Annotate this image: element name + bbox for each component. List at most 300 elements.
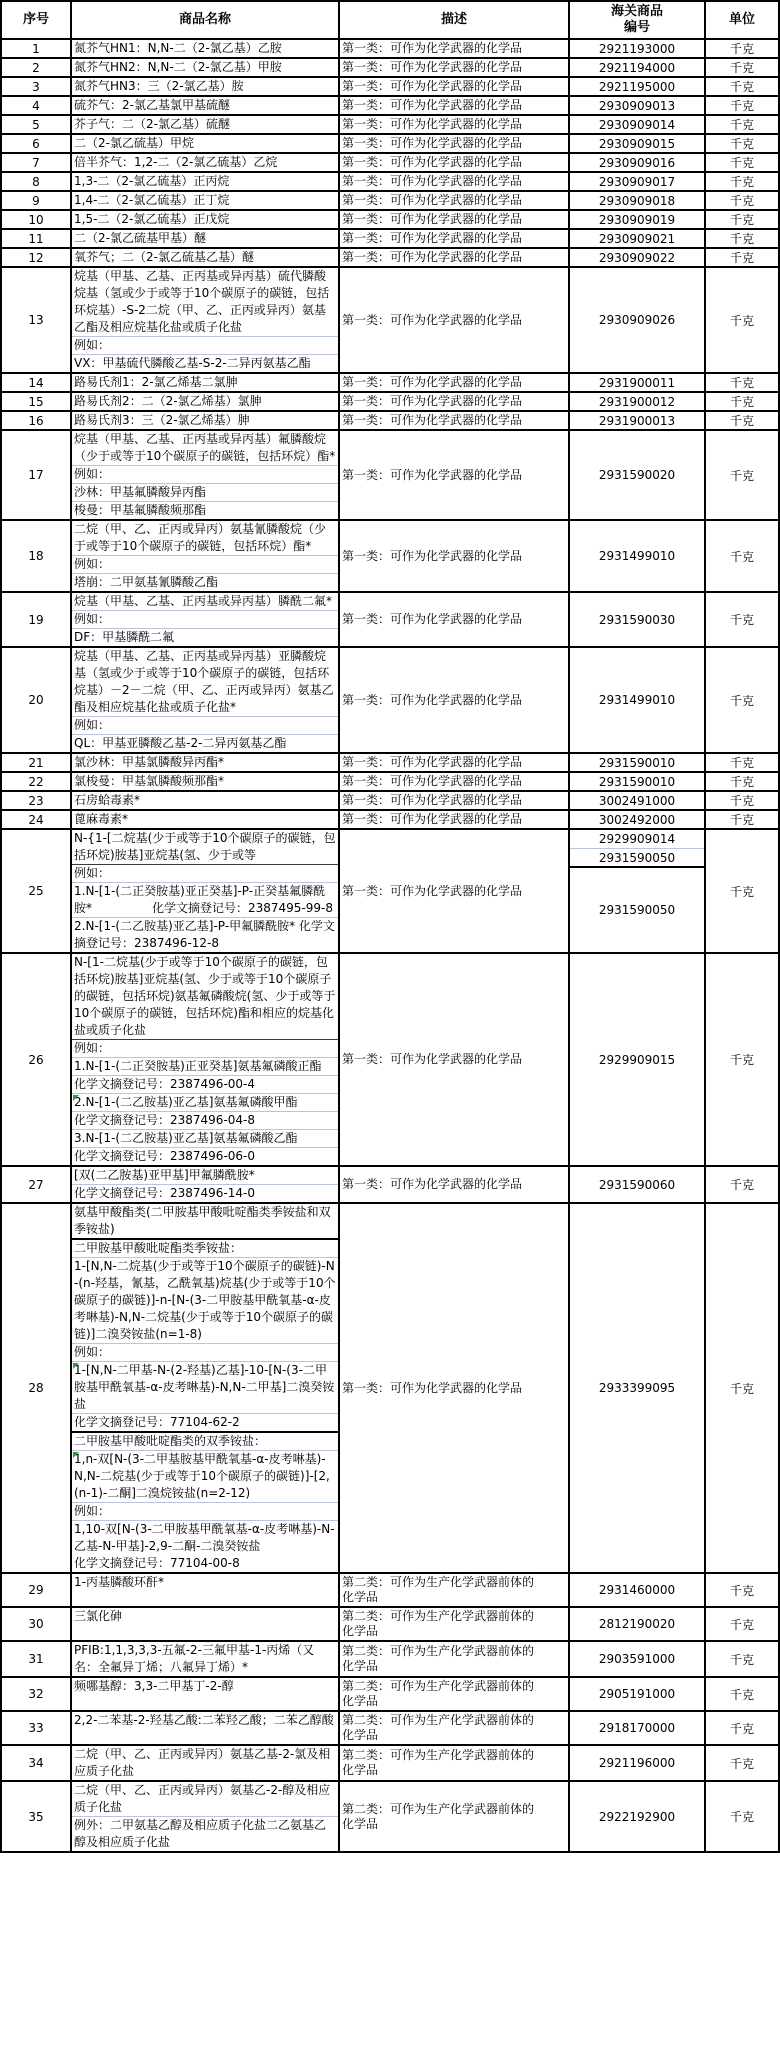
hs-code-cell: 2930909014 — [570, 116, 706, 133]
table-row — [2, 412, 778, 431]
header-product-name — [72, 2, 340, 38]
table-row — [2, 593, 778, 648]
description-text: 第二类：可作为生产化学武器前体的化学品 — [342, 1713, 535, 1742]
name-paragraph: 例如： — [72, 556, 338, 574]
name-paragraph: 2,2-二苯基-2-羟基乙酸:二苯羟乙酸；二苯乙醇酸 — [74, 1713, 334, 1727]
name-paragraph: 2.N-[1-(二乙胺基)亚乙基]-P-甲氟膦酰胺* 化学文摘登记号：2387496-12-8 — [74, 919, 335, 950]
name-paragraph: 二烷（甲、乙、正丙或异丙）氨基氰膦酸烷（少于或等于10个碳原子的碳链，包括环烷）酯* — [72, 521, 338, 556]
name-paragraph: 化学文摘登记号：2387496-00-4 — [72, 1076, 338, 1094]
hs-code-cell: 2922192900 — [570, 1782, 706, 1851]
header-description — [340, 2, 570, 38]
row-number-cell: 17 — [2, 431, 72, 519]
row-number-cell: 8 — [2, 173, 72, 190]
name-paragraph: 1,4-二（2-氯乙硫基）正丁烷 — [74, 193, 230, 207]
name-paragraph: 频哪基醇：3,3-二甲基丁-2-醇 — [74, 1679, 234, 1693]
product-name-cell — [72, 230, 340, 247]
name-paragraph: 例如： — [72, 1344, 338, 1362]
description-text: 第一类：可作为化学武器的化学品 — [342, 98, 523, 112]
unit-cell: 千克 — [729, 80, 754, 94]
product-name-cell — [72, 154, 340, 171]
name-paragraph: 路易氏剂2：二（2-氯乙烯基）氯胂 — [74, 394, 262, 408]
table-row — [2, 211, 778, 230]
unit-cell: 千克 — [729, 414, 754, 428]
description-cell — [340, 116, 570, 133]
table-row — [2, 1782, 778, 1851]
name-paragraph: 塔崩：二甲氨基氰膦酸乙酯 — [74, 575, 219, 589]
row-number-cell: 6 — [2, 135, 72, 152]
description-text: 第二类：可作为生产化学武器前体的化学品 — [342, 1575, 535, 1604]
hs-code-cell: 2931590020 — [570, 431, 706, 519]
header-hs-code-label: 海关商品编号 — [610, 4, 663, 35]
row-number-cell: 11 — [2, 230, 72, 247]
product-name-cell — [72, 59, 340, 76]
hs-code-cell: 2930909018 — [570, 192, 706, 209]
hs-code-cell: 2930909019 — [570, 211, 706, 228]
table-row — [2, 830, 778, 954]
hs-code-cell: 2930909021 — [570, 230, 706, 247]
hs-code-cell: 2921193000 — [570, 40, 706, 57]
description-text: 第二类：可作为生产化学武器前体的化学品 — [342, 1644, 535, 1673]
hs-code-cell: 2921195000 — [570, 78, 706, 95]
hs-code-cell: 2931900012 — [570, 393, 706, 410]
unit-cell: 千克 — [729, 99, 754, 113]
table-row — [2, 1642, 778, 1678]
table-row — [2, 97, 778, 116]
header-seq — [2, 2, 72, 38]
hs-code-cell: 2903591000 — [570, 1642, 706, 1676]
description-cell — [340, 1204, 570, 1572]
description-text: 第二类：可作为生产化学武器前体的化学品 — [342, 1801, 535, 1831]
name-paragraph: 路易氏剂3：三（2-氯乙烯基）胂 — [74, 413, 250, 427]
table-row — [2, 173, 778, 192]
description-cell — [340, 230, 570, 247]
name-paragraph: 二烷（甲、乙、正丙或异丙）氨基乙基-2-氯及相应质子化盐 — [74, 1747, 331, 1778]
description-cell — [340, 374, 570, 391]
product-name-cell — [72, 1782, 340, 1851]
name-paragraph: 二烷（甲、乙、正丙或异丙）氨基乙-2-醇及相应质子化盐 — [72, 1782, 338, 1817]
name-paragraph: 蓖麻毒素* — [74, 812, 129, 826]
table-row — [2, 374, 778, 393]
description-text: 第一类：可作为化学武器的化学品 — [342, 812, 523, 826]
name-paragraph: 二（2-氯乙硫基）甲烷 — [74, 136, 194, 150]
row-number-cell: 3 — [2, 78, 72, 95]
name-paragraph: 例如： — [72, 717, 338, 735]
product-name-cell — [72, 374, 340, 391]
table-row — [2, 1574, 778, 1608]
product-name-cell — [72, 1746, 340, 1780]
hs-code-cell: 2921194000 — [570, 59, 706, 76]
name-paragraph: 1-丙基膦酸环酐* — [74, 1575, 164, 1589]
hs-code-cell: 2812190020 — [570, 1608, 706, 1640]
green-corner-indicator — [73, 1452, 79, 1458]
hs-code-subcell: 2931590050 — [570, 849, 704, 868]
product-name-cell — [72, 648, 340, 752]
table-header-row — [2, 2, 778, 40]
table-body — [2, 40, 778, 1851]
table-row — [2, 192, 778, 211]
name-paragraph: 氯沙林：甲基氯膦酸异丙酯* — [74, 755, 225, 769]
name-paragraph: 1,3-二（2-氯乙硫基）正丙烷 — [74, 174, 230, 188]
name-paragraph: 2.N-[1-(二乙胺基)亚乙基]氨基氟磷酸甲酯 — [72, 1094, 338, 1112]
table-row — [2, 230, 778, 249]
description-text: 第一类：可作为化学武器的化学品 — [342, 60, 523, 74]
row-number-cell: 31 — [2, 1642, 72, 1676]
table-row — [2, 811, 778, 830]
name-paragraph: 例如： — [72, 466, 338, 484]
table-row — [2, 1608, 778, 1642]
description-cell — [340, 1642, 570, 1676]
unit-cell: 千克 — [729, 61, 754, 75]
table-row — [2, 1678, 778, 1712]
product-name-cell — [72, 1642, 340, 1676]
hs-code-cell: 2929909015 — [570, 954, 706, 1165]
description-cell — [340, 393, 570, 410]
unit-cell: 千克 — [729, 232, 754, 246]
unit-cell: 千克 — [729, 1617, 754, 1632]
table-row — [2, 78, 778, 97]
header-unit — [706, 2, 778, 38]
name-paragraph: 氮芥气HN1：N,N-二（2-氯乙基）乙胺 — [74, 41, 282, 55]
hs-code-cell: 2931590010 — [570, 754, 706, 771]
name-paragraph: 例如： — [72, 1503, 338, 1521]
row-number-cell: 35 — [2, 1782, 72, 1851]
description-text: 第一类：可作为化学武器的化学品 — [342, 793, 523, 807]
description-cell — [340, 59, 570, 76]
unit-cell: 千克 — [729, 194, 754, 208]
name-paragraph: 倍半芥气：1,2-二（2-氯乙硫基）乙烷 — [74, 155, 278, 169]
product-name-cell — [72, 431, 340, 519]
product-name-cell — [72, 1574, 340, 1606]
row-number-cell: 14 — [2, 374, 72, 391]
hs-code-cell — [570, 830, 706, 952]
product-name-cell — [72, 1204, 345, 1572]
row-number-cell: 10 — [2, 211, 72, 228]
description-text: 第一类：可作为化学武器的化学品 — [342, 612, 523, 626]
description-cell — [340, 954, 570, 1165]
row-number-cell: 23 — [2, 792, 72, 809]
table-row — [2, 773, 778, 792]
description-cell — [340, 1574, 570, 1606]
description-text: 第一类：可作为化学武器的化学品 — [342, 231, 523, 245]
product-name-cell — [72, 40, 340, 57]
row-number-cell: 16 — [2, 412, 72, 429]
hs-code-cell: 2918170000 — [570, 1712, 706, 1744]
name-paragraph: 化学文摘登记号：2387496-14-0 — [74, 1186, 256, 1200]
name-paragraph: 烷基（甲基、乙基、正丙基或异丙基）氟膦酸烷（少于或等于10个碳原子的碳链，包括环烷）酯* — [72, 431, 338, 466]
hs-code-subcell: 2929909014 — [570, 830, 704, 849]
product-name-cell — [72, 116, 340, 133]
product-name-cell — [72, 830, 340, 952]
product-name-cell — [72, 521, 340, 591]
unit-cell: 千克 — [729, 1381, 754, 1396]
row-number-cell: 15 — [2, 393, 72, 410]
row-number-cell: 4 — [2, 97, 72, 114]
row-number-cell: 18 — [2, 521, 72, 591]
description-cell — [340, 1678, 570, 1710]
hs-code-cell: 2931499010 — [570, 648, 706, 752]
unit-cell: 千克 — [729, 376, 754, 390]
description-cell — [340, 412, 570, 429]
header-unit-label: 单位 — [728, 12, 755, 27]
name-paragraph: 氯梭曼：甲基氯膦酸频那酯* — [74, 774, 225, 788]
description-text: 第一类：可作为化学武器的化学品 — [342, 155, 523, 169]
name-paragraph: N-{1-[二烷基(少于或等于10个碳原子的碳链，包括环烷)胺基]亚烷基(氢、少于或等 — [72, 830, 338, 865]
table-row — [2, 135, 778, 154]
row-number-cell: 34 — [2, 1746, 72, 1780]
name-paragraph: 例外：二甲氨基乙醇及相应质子化盐二乙氨基乙醇及相应质子化盐 — [74, 1818, 327, 1849]
description-text: 第一类：可作为化学武器的化学品 — [342, 1380, 523, 1395]
row-number-cell: 9 — [2, 192, 72, 209]
row-number-cell: 33 — [2, 1712, 72, 1744]
description-cell — [340, 521, 570, 591]
header-seq-label: 序号 — [22, 12, 49, 27]
hs-code-cell: 2931900011 — [570, 374, 706, 391]
unit-cell: 千克 — [729, 775, 754, 789]
product-name-cell — [72, 792, 340, 809]
name-paragraph: 梭曼：甲基氟膦酸频那酯 — [74, 503, 207, 517]
name-paragraph: 化学文摘登记号：2387496-04-8 — [72, 1112, 338, 1130]
description-text: 第一类：可作为化学武器的化学品 — [342, 174, 523, 188]
name-paragraph: 例如： — [72, 865, 338, 883]
name-paragraph: PFIB:1,1,3,3,3-五氟-2-三氟甲基-1-丙烯（又名：全氟异丁烯；八氟异丁烯）* — [74, 1643, 315, 1674]
unit-cell: 千克 — [729, 137, 754, 151]
row-number-cell: 22 — [2, 773, 72, 790]
description-text: 第一类：可作为化学武器的化学品 — [342, 774, 523, 788]
hs-code-cell: 2930909015 — [570, 135, 706, 152]
description-cell — [340, 154, 570, 171]
description-text: 第一类：可作为化学武器的化学品 — [342, 1052, 523, 1066]
name-paragraph: 石房蛤毒素* — [74, 793, 141, 807]
name-paragraph: 化学文摘登记号：2387496-06-0 — [74, 1149, 256, 1163]
row-number-cell: 1 — [2, 40, 72, 57]
row-number-cell: 19 — [2, 593, 72, 646]
name-paragraph: 三氯化砷 — [74, 1609, 123, 1623]
name-paragraph: 二甲胺基甲酸吡啶酯类季铵盐： — [72, 1240, 338, 1258]
product-name-cell — [72, 393, 340, 410]
row-number-cell: 21 — [2, 754, 72, 771]
hs-code-cell: 2930909016 — [570, 154, 706, 171]
name-paragraph: 氨基甲酸酯类(二甲胺基甲酸吡啶酯类季铵盐和双季铵盐) — [72, 1204, 338, 1240]
description-text: 第一类：可作为化学武器的化学品 — [342, 692, 523, 707]
name-paragraph: 1,5-二（2-氯乙硫基）正戊烷 — [74, 212, 230, 226]
hs-code-cell: 2921196000 — [570, 1746, 706, 1780]
name-paragraph: N-[1-二烷基(少于或等于10个碳原子的碳链，包括环烷)胺基]亚烷基(氢、少于或等于10个碳原子的碳链，包括环烷)氨基氟磷酸烷(氢、少于或等于10个碳原子的碳链，包括环烷)酯和相应的烷基化盐或质子化盐 — [72, 954, 338, 1040]
unit-cell: 千克 — [729, 1178, 754, 1192]
table-row — [2, 1746, 778, 1782]
table-row — [2, 431, 778, 521]
description-text: 第一类：可作为化学武器的化学品 — [342, 312, 523, 327]
description-cell — [340, 1608, 570, 1640]
hs-code-cell: 2931900013 — [570, 412, 706, 429]
name-paragraph: 路易氏剂1：2-氯乙烯基二氯胂 — [74, 375, 238, 389]
unit-cell: 千克 — [729, 1053, 754, 1067]
description-text: 第一类：可作为化学武器的化学品 — [342, 394, 523, 408]
unit-cell: 千克 — [729, 42, 754, 56]
name-paragraph: QL：甲基亚膦酸乙基-2-二异丙氨基乙酯 — [74, 736, 287, 750]
header-description-label: 描述 — [440, 12, 467, 27]
product-name-cell — [72, 754, 340, 771]
hs-code-cell: 3002492000 — [570, 811, 706, 828]
name-paragraph: 硫芥气：2-氯乙基氯甲基硫醚 — [74, 98, 230, 112]
description-cell — [340, 268, 570, 372]
name-paragraph: 二（2-氯乙硫基甲基）醚 — [74, 231, 206, 245]
hs-code-cell: 2930909022 — [570, 249, 706, 266]
description-cell — [340, 1782, 570, 1851]
table-row — [2, 648, 778, 754]
hs-code-cell: 2931590010 — [570, 773, 706, 790]
description-cell — [340, 648, 570, 752]
row-number-cell: 12 — [2, 249, 72, 266]
product-name-cell — [72, 249, 340, 266]
description-cell — [340, 431, 570, 519]
unit-cell: 千克 — [729, 1756, 754, 1771]
table-row — [2, 154, 778, 173]
name-paragraph: DF：甲基膦酰二氟 — [74, 630, 175, 644]
product-name-cell — [72, 173, 340, 190]
description-text: 第一类：可作为化学武器的化学品 — [342, 212, 523, 226]
name-paragraph: 例如： — [72, 1040, 338, 1058]
table-row — [2, 59, 778, 78]
hs-code-cell: 2931460000 — [570, 1574, 706, 1606]
description-text: 第一类：可作为化学武器的化学品 — [342, 755, 523, 769]
hs-code-cell: 2930909017 — [570, 173, 706, 190]
unit-cell: 千克 — [729, 884, 754, 899]
row-number-cell: 27 — [2, 1167, 72, 1202]
product-name-cell — [72, 97, 340, 114]
description-cell — [340, 192, 570, 209]
description-text: 第一类：可作为化学武器的化学品 — [342, 467, 523, 482]
description-text: 第二类：可作为生产化学武器前体的化学品 — [342, 1609, 535, 1638]
name-paragraph: 二甲胺基甲酸吡啶酯类的双季铵盐： — [72, 1433, 338, 1451]
hs-code-cell: 3002491000 — [570, 792, 706, 809]
name-paragraph: 1,n-双[N-(3-二甲基胺基甲酰氧基-α-皮考啉基)-N,N-二烷基(少于或等于10个碳原子的碳链)]-[2,(n-1)-二酮]二溴烷铵盐(n=2-12) — [72, 1451, 338, 1503]
description-cell — [340, 97, 570, 114]
name-paragraph: 氮芥气HN3：三（2-氯乙基）胺 — [74, 79, 244, 93]
description-text: 第一类：可作为化学武器的化学品 — [342, 375, 523, 389]
description-text: 第一类：可作为化学武器的化学品 — [342, 79, 523, 93]
hs-code-cell: 2933399095 — [570, 1204, 706, 1572]
name-paragraph: 烷基（甲基、乙基、正丙基或异丙基）膦酰二氟* — [72, 593, 338, 611]
description-text: 第一类：可作为化学武器的化学品 — [342, 117, 523, 131]
description-text: 第一类：可作为化学武器的化学品 — [342, 548, 523, 563]
unit-cell: 千克 — [729, 395, 754, 409]
name-paragraph: 1,10-双[N-(3-二甲胺基甲酰氧基-α-皮考啉基)-N-乙基-N-甲基]-2,9-二酮-二溴癸铵盐 化学文摘登记号：77104-00-8 — [74, 1522, 345, 1570]
table-row — [2, 40, 778, 59]
description-cell — [340, 211, 570, 228]
description-cell — [340, 754, 570, 771]
product-name-cell — [72, 135, 340, 152]
table-row — [2, 249, 778, 268]
product-name-cell — [72, 412, 340, 429]
description-cell — [340, 1712, 570, 1744]
row-number-cell: 29 — [2, 1574, 72, 1606]
unit-cell: 千克 — [729, 756, 754, 770]
product-name-cell — [72, 78, 340, 95]
product-name-cell — [72, 1712, 340, 1744]
product-name-cell — [72, 192, 340, 209]
table-row — [2, 1167, 778, 1204]
hs-code-cell: 2930909026 — [570, 268, 706, 372]
table-row — [2, 954, 778, 1167]
row-number-cell: 28 — [2, 1204, 72, 1572]
table-row — [2, 521, 778, 593]
unit-cell: 千克 — [729, 175, 754, 189]
name-paragraph: 化学文摘登记号：77104-62-2 — [72, 1414, 338, 1433]
name-paragraph: 1.N-[1-(二正癸胺基)正亚癸基]氨基氟磷酸正酯 — [72, 1058, 338, 1076]
table-row — [2, 1712, 778, 1746]
row-number-cell: 5 — [2, 116, 72, 133]
description-cell — [340, 792, 570, 809]
name-paragraph: VX：甲基硫代膦酸乙基-S-2-二异丙氨基乙酯 — [74, 356, 311, 370]
product-name-cell — [72, 1608, 340, 1640]
product-name-cell — [72, 593, 340, 646]
unit-cell: 千克 — [729, 468, 754, 483]
unit-cell: 千克 — [729, 1583, 754, 1598]
hs-code-subcell: 2931590050 — [598, 903, 676, 917]
name-paragraph: [双(二乙胺基)亚甲基]甲氟膦酰胺* — [72, 1167, 338, 1185]
green-corner-indicator — [73, 1095, 79, 1101]
unit-cell: 千克 — [729, 251, 754, 265]
description-cell — [340, 773, 570, 790]
description-cell — [340, 811, 570, 828]
description-cell — [340, 830, 570, 952]
green-corner-indicator — [73, 1363, 79, 1369]
name-paragraph: 烷基（甲基、乙基、正丙基或异丙基）亚膦酸烷基（氢或少于或等于10个碳原子的碳链，包括环烷基）－2－二烷（甲、乙、正丙或异丙）氨基乙酯及相应烷基化盐或质子化盐* — [72, 648, 338, 717]
product-name-cell — [72, 268, 340, 372]
row-number-cell: 30 — [2, 1608, 72, 1640]
table-row — [2, 754, 778, 773]
unit-cell: 千克 — [729, 1687, 754, 1702]
unit-cell: 千克 — [729, 794, 754, 808]
product-name-cell — [72, 811, 340, 828]
description-text: 第一类：可作为化学武器的化学品 — [342, 250, 523, 264]
name-paragraph: 3.N-[1-(二乙胺基)亚乙基]氨基氟磷酸乙酯 — [72, 1130, 338, 1148]
unit-cell: 千克 — [729, 613, 754, 627]
unit-cell: 千克 — [729, 1652, 754, 1667]
unit-cell: 千克 — [729, 313, 754, 328]
description-text: 第一类：可作为化学武器的化学品 — [342, 413, 523, 427]
description-text: 第一类：可作为化学武器的化学品 — [342, 1177, 523, 1191]
row-number-cell: 13 — [2, 268, 72, 372]
description-cell — [340, 40, 570, 57]
name-paragraph: 1.N-[1-(二正癸胺基)亚正癸基]-P-正癸基氟膦酰胺* 化学文摘登记号：2387495-99-8 — [72, 883, 338, 918]
description-text: 第一类：可作为化学武器的化学品 — [342, 41, 523, 55]
hs-code-cell: 2931590030 — [570, 593, 706, 646]
unit-cell: 千克 — [729, 1721, 754, 1736]
name-paragraph: 氮芥气HN2：N,N-二（2-氯乙基）甲胺 — [74, 60, 282, 74]
description-cell — [340, 249, 570, 266]
row-number-cell: 2 — [2, 59, 72, 76]
row-number-cell: 32 — [2, 1678, 72, 1710]
row-number-cell: 25 — [2, 830, 72, 952]
name-paragraph: 1-[N,N-二甲基-N-(2-羟基)乙基]-10-[N-(3-二甲胺基甲酰氧基-α-皮考啉基)-N,N-二甲基]二溴癸铵盐 — [72, 1362, 338, 1414]
name-paragraph: 例如： — [72, 337, 338, 355]
unit-cell: 千克 — [729, 1810, 754, 1824]
description-text: 第二类：可作为生产化学武器前体的化学品 — [342, 1748, 535, 1777]
unit-cell: 千克 — [729, 118, 754, 132]
product-name-cell — [72, 1678, 340, 1710]
name-paragraph: 烷基（甲基、乙基、正丙基或异丙基）硫代膦酸烷基（氢或少于或等于10个碳原子的碳链，包括环烷基）-S-2二烷（甲、乙、正丙或异丙）氨基乙酯及相应烷基化盐或质子化盐 — [72, 268, 338, 337]
name-paragraph: 例如： — [72, 611, 338, 629]
unit-cell: 千克 — [729, 813, 754, 827]
row-number-cell: 7 — [2, 154, 72, 171]
product-name-cell — [72, 773, 340, 790]
header-hs-code — [570, 2, 706, 38]
hs-code-cell: 2931499010 — [570, 521, 706, 591]
unit-cell: 千克 — [729, 549, 754, 564]
hs-code-cell: 2905191000 — [570, 1678, 706, 1710]
description-text: 第一类：可作为化学武器的化学品 — [342, 883, 523, 898]
